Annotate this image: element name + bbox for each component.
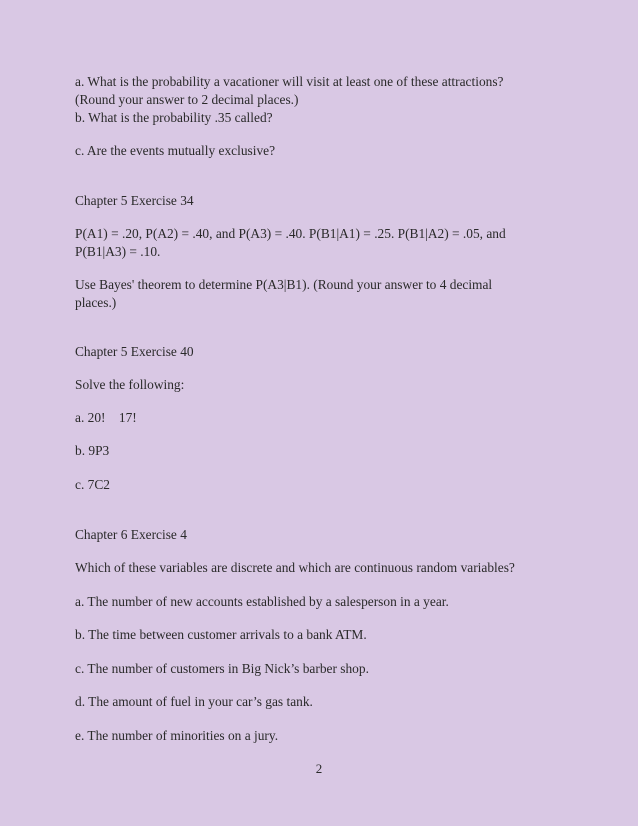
question-c-text: c. Are the events mutually exclusive? xyxy=(75,143,276,158)
exercise4-item-b: b. The time between customer arrivals to a bank ATM. xyxy=(75,627,367,642)
exercise34-given-line-2: P(B1|A3) = .10. xyxy=(75,244,161,259)
exercise40-item-b: b. 9P3 xyxy=(75,443,110,458)
page-number: 2 xyxy=(315,761,323,776)
chapter6-exercise4-heading: Chapter 6 Exercise 4 xyxy=(75,527,187,542)
chapter5-exercise34-heading: Chapter 5 Exercise 34 xyxy=(75,193,194,208)
exercise40-item-c: c. 7C2 xyxy=(75,477,110,492)
exercise4-question: Which of these variables are discrete and which are continuous random variables? xyxy=(75,560,515,575)
exercise34-task-line-2: places.) xyxy=(75,295,117,310)
exercise4-item-e: e. The number of minorities on a jury. xyxy=(75,728,279,743)
exercise4-item-a: a. The number of new accounts established by a salesperson in a year. xyxy=(75,594,449,609)
exercise40-instruction: Solve the following: xyxy=(75,377,185,392)
question-a-text: a. What is the probability a vacationer will visit at least one of these attractions? xyxy=(75,74,504,89)
chapter5-exercise40-heading: Chapter 5 Exercise 40 xyxy=(75,344,194,359)
exercise40-item-a: a. 20! 17! xyxy=(75,410,137,425)
exercise34-given-line-1: P(A1) = .20, P(A2) = .40, and P(A3) = .40. P(B1|A1) = .25. P(B1|A2) = .05, and xyxy=(75,226,506,241)
exercise4-item-c: c. The number of customers in Big Nick’s barber shop. xyxy=(75,661,369,676)
exercise34-task-line-1: Use Bayes' theorem to determine P(A3|B1). (Round your answer to 4 decimal xyxy=(75,277,493,292)
question-b-text: b. What is the probability .35 called? xyxy=(75,110,273,125)
exercise4-item-d: d. The amount of fuel in your car’s gas tank. xyxy=(75,694,313,709)
question-a-rounding-note: (Round your answer to 2 decimal places.) xyxy=(75,92,299,107)
